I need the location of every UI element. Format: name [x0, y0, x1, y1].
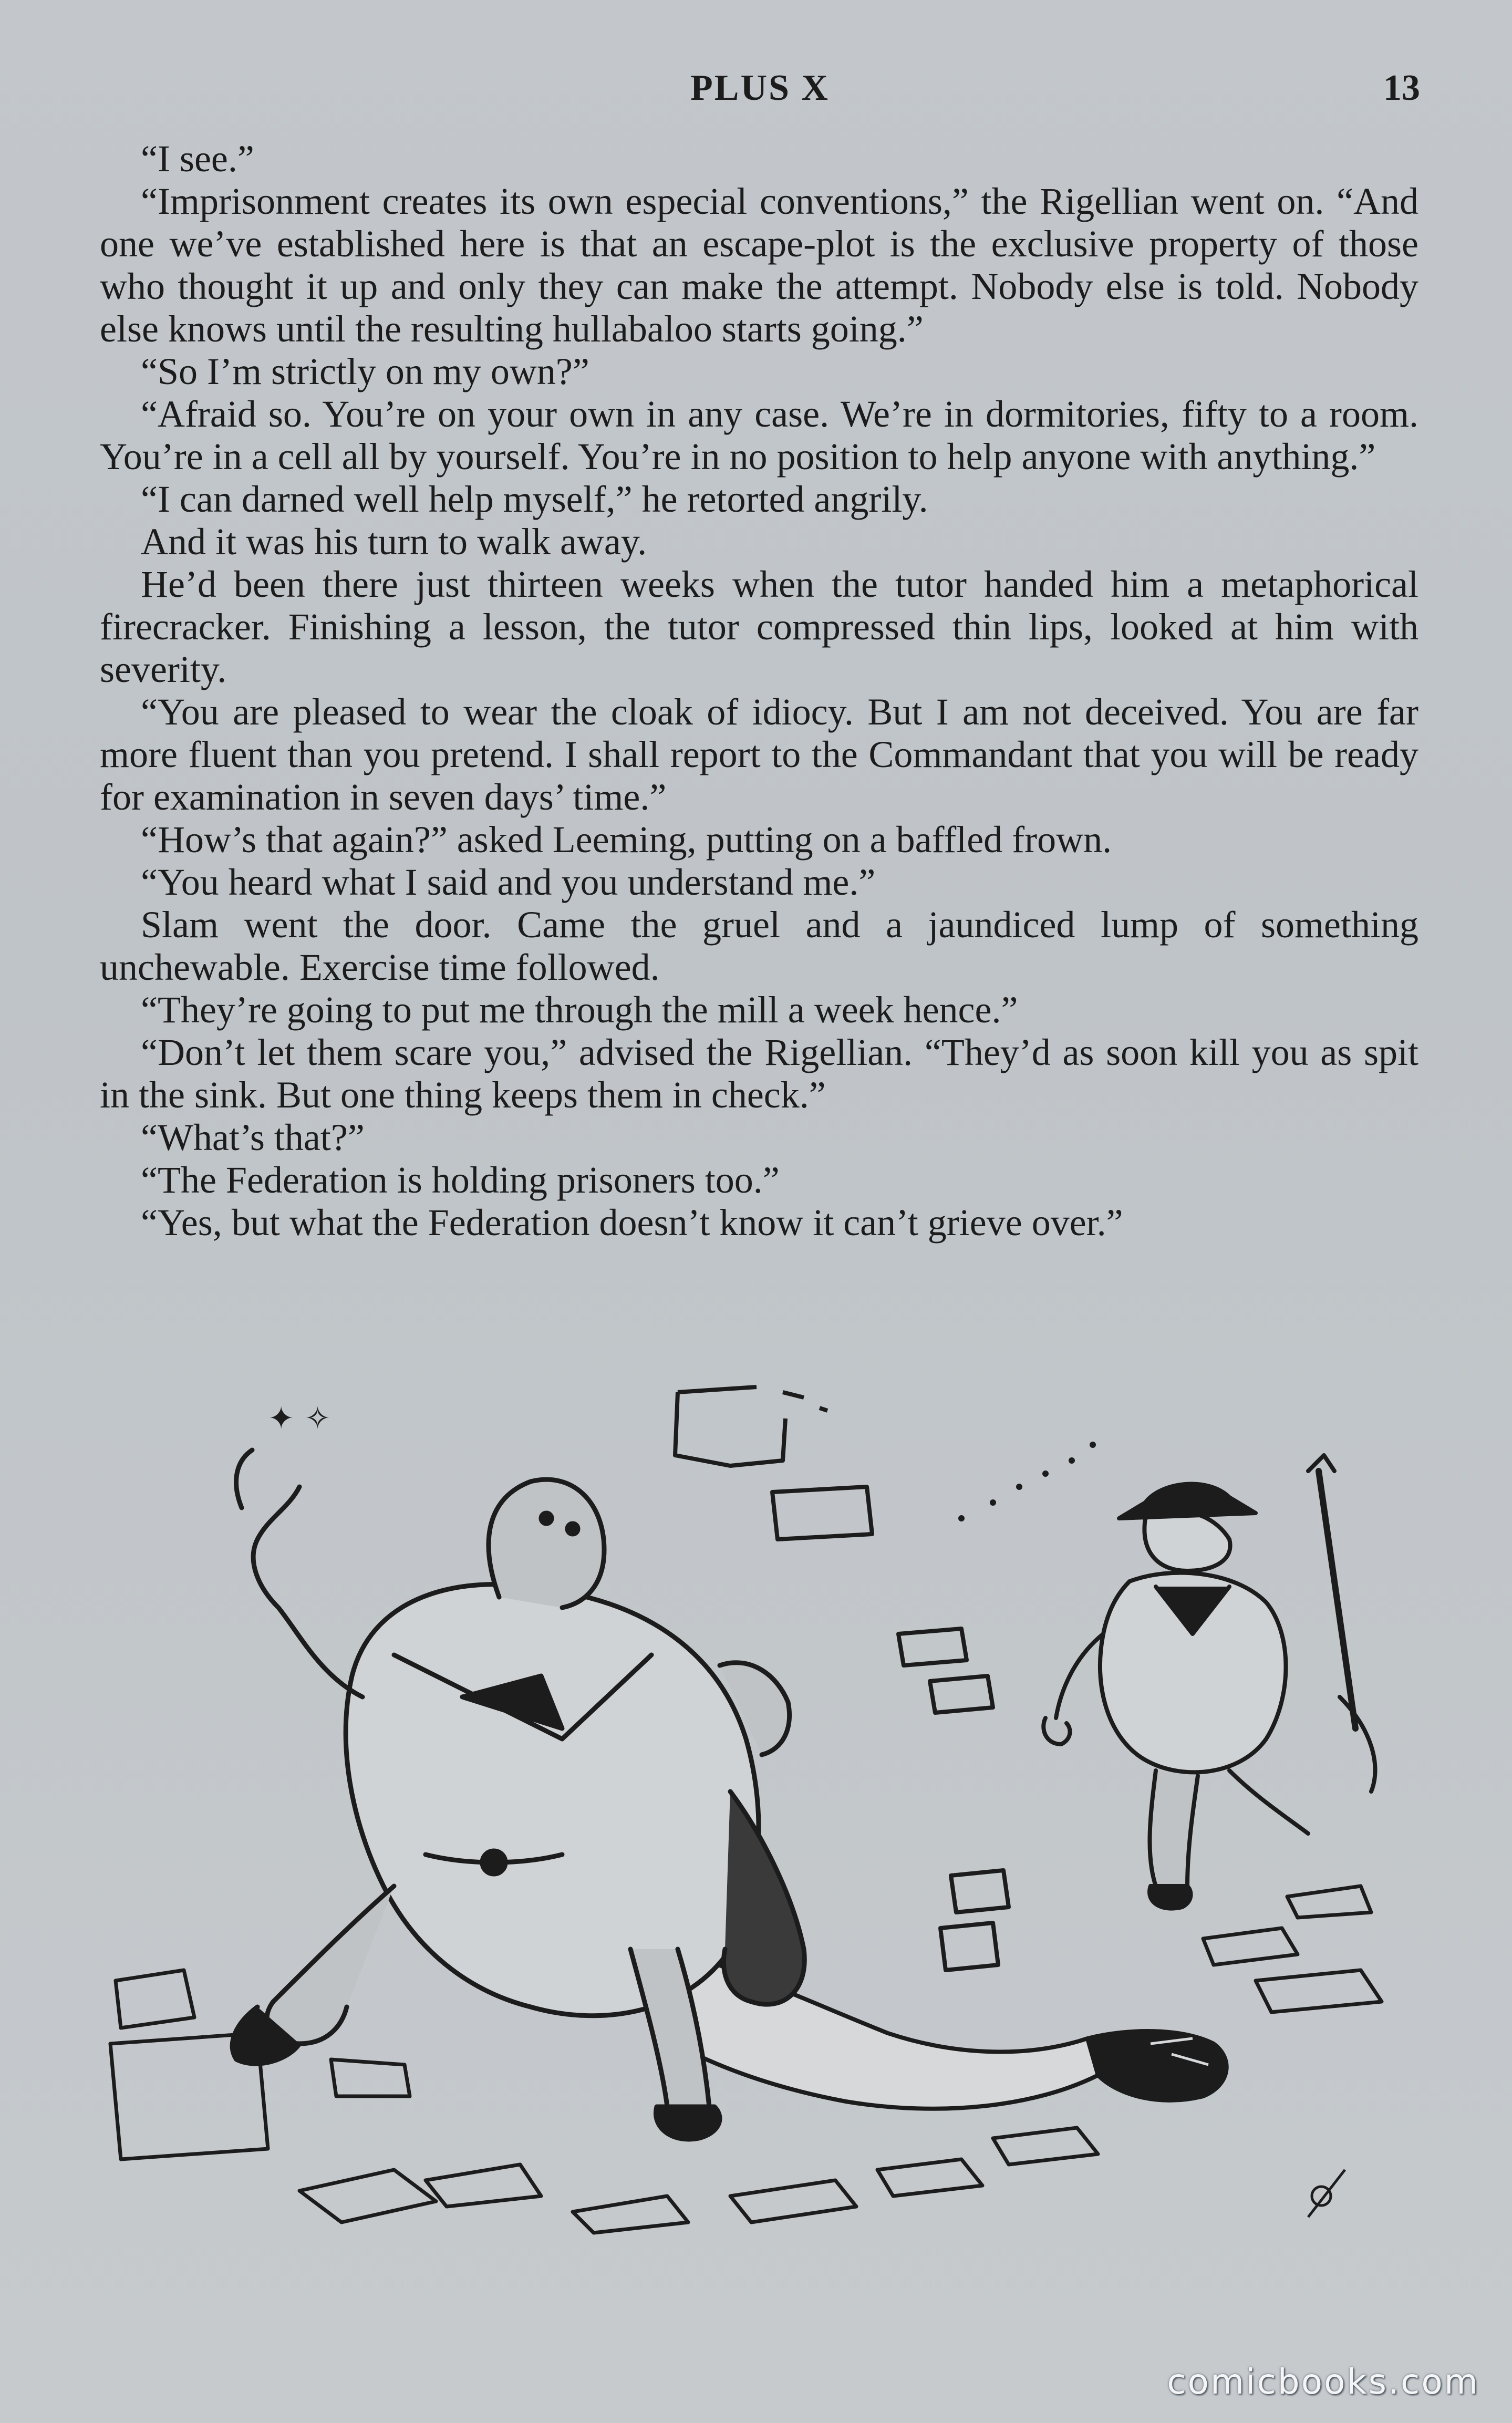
paragraph: And it was his turn to walk away.	[141, 521, 647, 563]
motion-dots	[958, 1442, 1096, 1521]
page-header	[100, 67, 1420, 115]
paragraph: “Yes, but what the Federation doesn’t know it can’t grieve over.”	[141, 1202, 1123, 1244]
paragraph: “I see.”	[141, 138, 254, 180]
paragraph: “How’s that again?” asked Leeming, putting on a baffled frown.	[141, 819, 1112, 861]
artist-signature	[1308, 2170, 1345, 2217]
paragraph: “You heard what I said and you understand me.”	[141, 861, 876, 903]
paragraph: “Don’t let them scare you,” advised the Rigellian. “They’d as soon kill you as spit in the sink. But one thing keeps them in check.”	[100, 1031, 1418, 1116]
page-number: 13	[1383, 68, 1420, 108]
paragraph: Slam went the door. Came the gruel and a jaundiced lump of something unchewable. Exercise time followed.	[100, 904, 1418, 988]
paragraph: He’d been there just thirteen weeks when the tutor handed him a metaphorical firecracker. Finishing a lesson, the tutor compressed thin lips, looked at him with severity.	[100, 563, 1418, 690]
paragraph: “So I’m strictly on my own?”	[141, 350, 589, 392]
paragraph: “I can darned well help myself,” he retorted angrily.	[141, 478, 928, 520]
paragraph: “The Federation is holding prisoners too.”	[141, 1159, 780, 1201]
paragraph: “They’re going to put me through the mill a week hence.”	[141, 989, 1018, 1031]
paragraph: “What’s that?”	[141, 1116, 365, 1158]
body-text	[100, 138, 1418, 1244]
paragraph: “Imprisonment creates its own especial conventions,” the Rigellian went on. “And one we’ve established here is that an escape-plot is the exclusive property of those who thought it up and only they can make the attempt. Nobody else is told. Nobody else knows until the resulting hullabaloo starts going.”	[100, 180, 1418, 350]
illustration	[100, 1361, 1424, 2275]
paragraph: “Afraid so. You’re on your own in any case. We’re in dormitories, fifty to a room. You’re in a cell all by yourself. You’re in no position to help anyone with anything.”	[100, 393, 1418, 478]
watermark: comicbooks.com	[1167, 2362, 1479, 2402]
running-title: PLUS X	[690, 68, 830, 108]
svg-text:✦ ✧: ✦ ✧	[268, 1400, 331, 1437]
running-guard	[1043, 1455, 1375, 1909]
paragraph: “You are pleased to wear the cloak of idiocy. But I am not deceived. You are far more fluent than you pretend. I shall report to the Commandant that you will be ready for examination in seven days’ time.”	[100, 691, 1418, 818]
